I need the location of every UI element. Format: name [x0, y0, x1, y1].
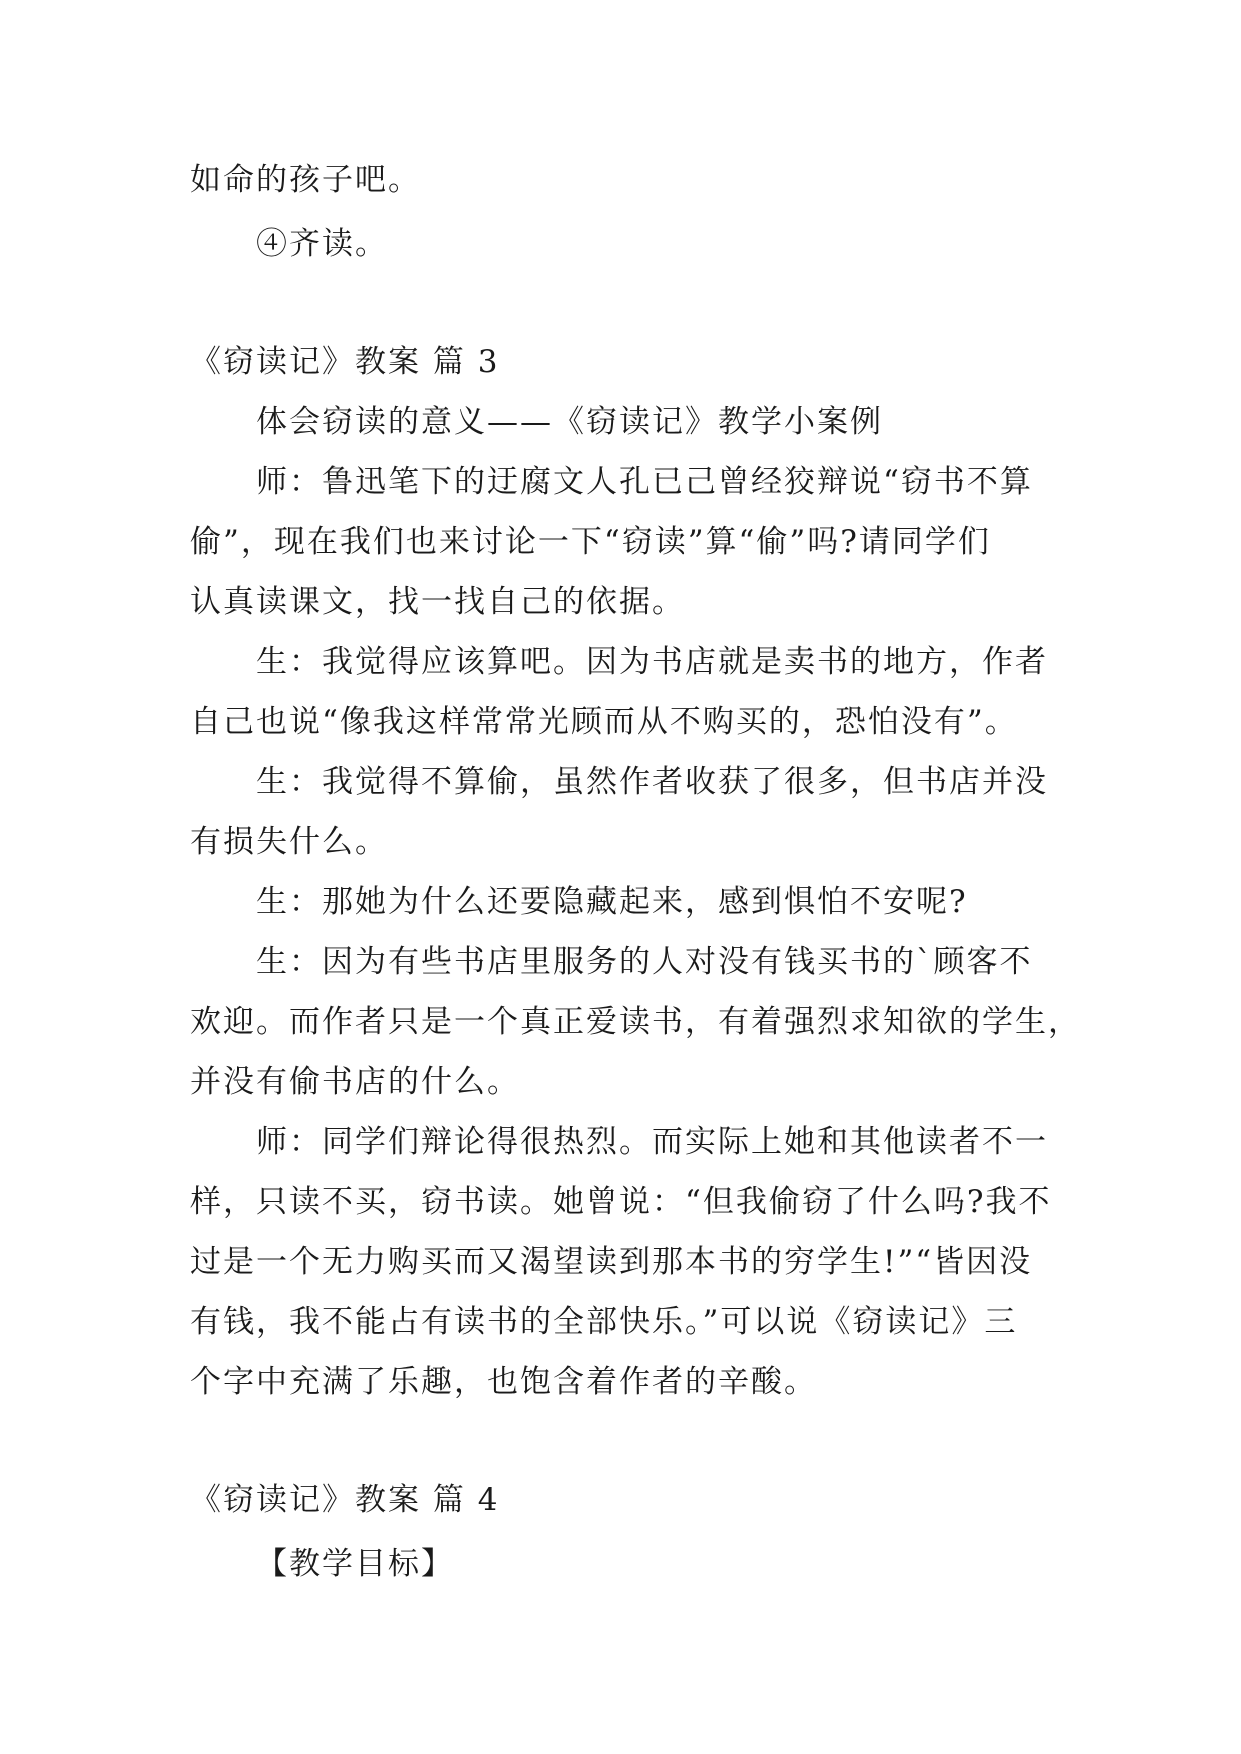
- subsection-heading: 【教学目标】: [256, 1546, 454, 1582]
- paragraph-line: 样，只读不买，窃书读。她曾说：“但我偷窃了什么吗?我不: [190, 1184, 1052, 1220]
- paragraph-line: 如命的孩子吧。: [190, 162, 421, 198]
- section-heading: 《窃读记》教案 篇 4: [190, 1482, 500, 1518]
- paragraph-line: 生：我觉得应该算吧。因为书店就是卖书的地方，作者: [256, 644, 1048, 680]
- paragraph-line: 体会窃读的意义——《窃读记》教学小案例: [256, 404, 883, 440]
- paragraph-line: ④齐读。: [256, 226, 388, 262]
- section-heading: 《窃读记》教案 篇 3: [190, 344, 500, 380]
- paragraph-line: 生：我觉得不算偷，虽然作者收获了很多，但书店并没: [256, 764, 1048, 800]
- paragraph-line: 认真读课文，找一找自己的依据。: [190, 584, 685, 620]
- paragraph-line: 过是一个无力购买而又渴望读到那本书的穷学生!”“皆因没: [190, 1244, 1033, 1280]
- paragraph-line: 师：同学们辩论得很热烈。而实际上她和其他读者不一: [256, 1124, 1048, 1160]
- paragraph-line: 自己也说“像我这样常常光顾而从不购买的，恐怕没有”。: [190, 704, 1018, 740]
- paragraph-line: 个字中充满了乐趣，也饱含着作者的辛酸。: [190, 1364, 817, 1400]
- paragraph-line: 并没有偷书店的什么。: [190, 1064, 520, 1100]
- paragraph-line: 有损失什么。: [190, 824, 388, 860]
- paragraph-line: 偷”，现在我们也来讨论一下“窃读”算“偷”吗?请同学们: [190, 524, 991, 560]
- paragraph-line: 生：那她为什么还要隐藏起来，感到惧怕不安呢?: [256, 884, 968, 920]
- paragraph-line: 师：鲁迅笔下的迂腐文人孔已己曾经狡辩说“窃书不算: [256, 464, 1033, 500]
- paragraph-line: 欢迎。而作者只是一个真正爱读书，有着强烈求知欲的学生，: [190, 1004, 1081, 1040]
- paragraph-line: 生：因为有些书店里服务的人对没有钱买书的`顾客不: [256, 944, 1033, 980]
- paragraph-line: 有钱，我不能占有读书的全部快乐。”可以说《窃读记》三: [190, 1304, 1018, 1340]
